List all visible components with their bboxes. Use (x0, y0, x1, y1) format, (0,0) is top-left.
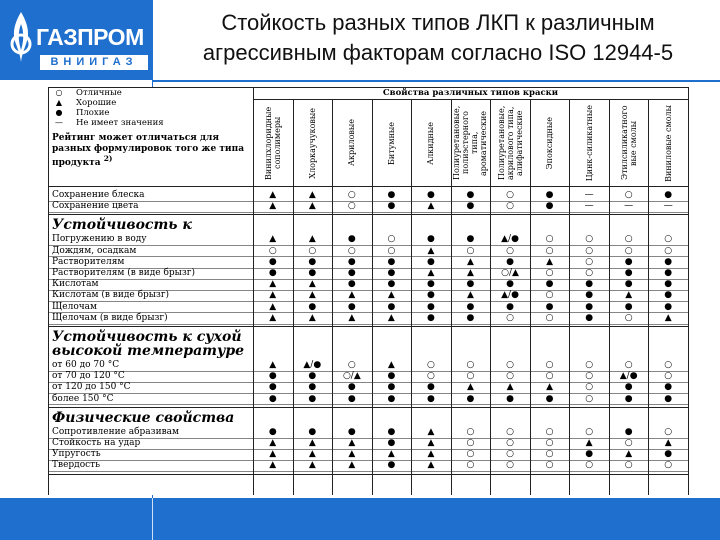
rating-cell: ○ (545, 268, 554, 278)
rating-cell: ○ (427, 360, 435, 370)
rating-cell: ● (664, 290, 673, 301)
rating-cell: ▲ (269, 190, 277, 200)
logo-subtitle: ВНИИГАЗ (40, 55, 148, 70)
rating-cell: ● (347, 268, 356, 278)
rating-cell: ● (268, 426, 277, 437)
rating-cell: ▲/● (303, 360, 322, 370)
rating-cell: ● (347, 256, 356, 267)
column-header-text: Винилхлоридные сополимеры (263, 106, 282, 180)
title-divider (153, 80, 720, 82)
rating-cell: ● (506, 301, 514, 312)
rating-cell: ● (466, 190, 475, 200)
rating-cell: ○ (624, 460, 633, 471)
rating-cell: ○ (506, 426, 514, 437)
legend-symbol: ▲ (55, 98, 63, 107)
row-label: Стойкость на удар (52, 438, 141, 448)
rating-cell: ▲ (348, 312, 356, 323)
column-header-text: Этилсиликатного вые смолы (619, 105, 638, 181)
rating-cell: — (624, 201, 634, 212)
rating-cell: ▲ (269, 290, 277, 301)
group-rule (48, 326, 688, 327)
rating-note (52, 133, 248, 169)
rating-cell: ○ (664, 360, 673, 370)
rating-cell: ▲ (308, 460, 316, 471)
rating-cell: ○ (347, 360, 356, 370)
row-rule (48, 324, 688, 325)
footer-divider (152, 498, 153, 540)
rating-cell: ○ (585, 393, 594, 404)
legend-symbol: ● (55, 108, 63, 117)
rating-cell: ○ (545, 245, 554, 256)
rating-cell: ○ (624, 312, 633, 323)
rating-cell: — (584, 201, 594, 212)
rating-cell: ○ (506, 360, 514, 370)
rating-cell: ○ (506, 460, 514, 471)
rating-cell: ▲ (387, 449, 395, 460)
rating-cell: ● (664, 190, 673, 200)
rating-cell: ● (387, 301, 396, 312)
column-header (569, 101, 609, 185)
row-label: Растворителям (52, 256, 125, 267)
rating-cell: ▲ (269, 449, 277, 460)
rating-cell: ● (664, 256, 673, 267)
rating-cell: ● (308, 426, 317, 437)
rating-cell: ● (585, 449, 594, 460)
rating-cell: ▲ (308, 234, 316, 245)
rating-cell: ● (585, 279, 594, 290)
rating-cell: ● (664, 449, 673, 460)
row-rule (48, 404, 688, 405)
rating-cell: ▲ (308, 290, 316, 301)
rating-cell: ● (308, 371, 317, 382)
row-label: Растворителям (в виде брызг) (52, 268, 195, 278)
rating-cell: ● (308, 393, 317, 404)
rating-cell: ▲ (308, 438, 316, 448)
row-label: от 70 до 120 °С (52, 371, 125, 382)
section-title: Физические свойства (52, 409, 235, 426)
rating-cell: ○ (387, 234, 396, 245)
rating-cell: ● (466, 393, 475, 404)
row-label: Сопротивление абразивам (52, 426, 180, 437)
rating-cell: ○ (466, 360, 475, 370)
rating-cell: ▲ (467, 290, 474, 301)
rating-cell: ▲ (269, 312, 277, 323)
rating-cell: ○ (466, 371, 475, 382)
rating-cell: ○ (506, 245, 514, 256)
rating-cell: ● (624, 279, 633, 290)
rating-cell: ● (427, 256, 435, 267)
rating-cell: ● (427, 190, 435, 200)
row-label: Щелочам (52, 301, 98, 312)
rating-cell: ○ (545, 312, 554, 323)
rating-cell: ○ (585, 360, 594, 370)
rating-cell: ● (347, 234, 356, 245)
row-rule (48, 471, 688, 472)
rating-cell: ▲ (348, 460, 356, 471)
rating-cell: ○ (347, 190, 356, 200)
column-header (648, 101, 688, 185)
rating-cell: ▲ (348, 290, 356, 301)
rating-cell: ● (545, 393, 554, 404)
row-label: Твердость (52, 460, 101, 471)
column-header-text: Битумные (386, 121, 396, 165)
rating-cell: ● (268, 268, 277, 278)
legend-text: Не имеет значения (76, 118, 164, 128)
rating-cell: ▲ (308, 449, 316, 460)
rating-cell: ○ (466, 460, 475, 471)
resistance-table (48, 87, 688, 495)
column-header (530, 101, 570, 185)
rating-cell: ● (347, 301, 356, 312)
legend-symbol: — (55, 118, 63, 127)
rating-cell: ○ (664, 371, 673, 382)
rating-cell: ○ (427, 371, 435, 382)
rating-cell: ▲ (427, 268, 435, 278)
rating-cell: — (584, 190, 594, 200)
rating-cell: ○ (664, 234, 673, 245)
group-rule (48, 214, 688, 215)
rating-cell: ○ (664, 426, 673, 437)
rating-cell: ● (545, 279, 554, 290)
rating-cell: ○ (545, 371, 554, 382)
rating-cell: ○ (506, 190, 514, 200)
rating-cell: ● (387, 268, 396, 278)
rating-cell: ● (664, 301, 673, 312)
page-title: Стойкость разных типов ЛКП к различным агрессивным факторам согласно ISO 12944-5 (202, 10, 674, 65)
rating-cell: ● (624, 393, 633, 404)
rating-cell: ● (347, 279, 356, 290)
table-top-rule (48, 87, 688, 88)
rating-cell: ● (664, 393, 673, 404)
rating-cell: ○/▲ (501, 268, 519, 278)
rating-cell: ▲/● (501, 290, 519, 301)
column-header (451, 101, 491, 185)
rating-cell: ● (624, 256, 633, 267)
rating-cell: ○ (268, 245, 277, 256)
rating-cell: ● (506, 279, 514, 290)
rating-cell: ○ (466, 245, 475, 256)
properties-header: Свойства различных типов краски (382, 88, 559, 98)
rating-cell: ▲ (269, 460, 277, 471)
section-title: Устойчивость к (52, 217, 192, 234)
rating-cell: ● (387, 426, 396, 437)
rating-cell: ▲ (308, 312, 316, 323)
row-label: Кислотам (52, 279, 99, 290)
rating-cell: ▲ (348, 438, 356, 448)
rating-cell: ▲ (387, 290, 395, 301)
rating-cell: ○ (664, 245, 673, 256)
rating-cell: ▲ (269, 201, 277, 212)
rating-cell: ▲ (269, 360, 277, 370)
rating-cell: ▲ (664, 438, 672, 448)
rating-cell: ○ (624, 234, 633, 245)
rating-cell: ▲ (269, 234, 277, 245)
rating-cell: ▲ (664, 312, 672, 323)
row-label: Дождям, осадкам (52, 245, 137, 256)
rating-cell: ○ (624, 245, 633, 256)
rating-cell: ○ (506, 449, 514, 460)
rating-cell: ● (624, 426, 633, 437)
rating-cell: ○ (466, 449, 475, 460)
column-header (490, 101, 530, 185)
rating-cell: ● (387, 201, 396, 212)
rating-cell: ▲ (625, 449, 633, 460)
rating-cell: ▲ (585, 438, 593, 448)
rating-cell: ● (545, 201, 554, 212)
table-left-border (48, 87, 49, 495)
rating-cell: ● (545, 301, 554, 312)
column-header (411, 101, 451, 185)
rating-cell: ○ (466, 438, 475, 448)
rating-cell: ● (427, 290, 435, 301)
rating-cell: ○ (308, 245, 317, 256)
rating-cell: ○ (585, 268, 594, 278)
rating-cell: ● (624, 382, 633, 393)
rating-cell: ● (466, 312, 475, 323)
rating-cell: ● (347, 393, 356, 404)
rating-cell: ○ (585, 382, 594, 393)
rating-cell: ● (268, 382, 277, 393)
rating-cell: ● (387, 256, 396, 267)
rating-cell: — (663, 201, 673, 212)
rating-cell: ● (664, 382, 673, 393)
column-header-text: Эпоксидные (545, 116, 555, 170)
rating-cell: ● (427, 301, 435, 312)
rating-cell: ● (427, 312, 435, 323)
flame-logo-icon (8, 10, 34, 66)
rating-cell: ● (664, 268, 673, 278)
rating-cell: ● (585, 301, 594, 312)
row-label: Упругость (52, 449, 101, 460)
rating-cell: ○ (347, 245, 356, 256)
column-header-text: Полиуретановые, полиэстерного типа, ароматические (452, 105, 489, 181)
rating-cell: ● (585, 312, 594, 323)
rating-cell: ○ (545, 290, 554, 301)
group-rule (48, 407, 688, 408)
rating-cell: ▲ (427, 460, 435, 471)
rating-cell: ▲ (308, 279, 316, 290)
rating-cell: ○ (585, 234, 594, 245)
rating-cell: ● (268, 371, 277, 382)
column-header (293, 101, 333, 185)
rating-cell: ○ (624, 438, 633, 448)
rating-cell: ○ (545, 449, 554, 460)
rating-cell: ▲/● (619, 371, 638, 382)
legend-text: Плохие (76, 108, 110, 118)
rating-cell: ▲ (427, 201, 435, 212)
rating-cell: ▲ (467, 268, 474, 278)
rating-cell: ● (427, 382, 435, 393)
rating-cell: ● (347, 426, 356, 437)
column-divider (688, 87, 689, 495)
rating-cell: ▲ (387, 360, 395, 370)
rating-cell: ○ (545, 438, 554, 448)
column-header (253, 101, 293, 185)
rating-cell: ○ (624, 190, 633, 200)
rating-cell: ● (268, 393, 277, 404)
row-label: более 150 °С (52, 393, 114, 404)
header-bottom-rule (48, 186, 688, 187)
row-label: от 120 до 150 °С (52, 382, 131, 393)
rating-cell: ● (308, 382, 317, 393)
row-label: Щелочам (в виде брызг) (52, 312, 168, 323)
rating-cell: ▲ (625, 290, 633, 301)
legend-text: Хорошие (76, 98, 117, 108)
rating-cell: ● (466, 201, 475, 212)
rating-cell: ○ (387, 245, 396, 256)
rating-cell: ▲ (427, 438, 435, 448)
rating-cell: ● (624, 268, 633, 278)
rating-cell: ▲ (308, 190, 316, 200)
rating-cell: ○ (545, 426, 554, 437)
rating-cell: ○ (545, 460, 554, 471)
column-header-text: Алкидные (426, 121, 436, 165)
rating-cell: ● (545, 190, 554, 200)
rating-cell: ● (506, 393, 514, 404)
rating-cell: ● (427, 279, 435, 290)
rating-cell: ○ (585, 256, 594, 267)
rating-cell: ● (387, 190, 396, 200)
rating-cell: ▲ (348, 449, 356, 460)
rating-cell: ▲ (308, 201, 316, 212)
column-header-text: Цинк-силикатные (584, 104, 594, 182)
column-header (372, 101, 412, 185)
group-rule (48, 474, 688, 475)
rating-cell: ○ (585, 245, 594, 256)
rating-cell: ▲ (427, 426, 435, 437)
rating-cell: ○/▲ (342, 371, 361, 382)
rating-cell: ▲ (506, 382, 514, 393)
rating-cell: ▲ (427, 245, 435, 256)
rating-cell: ○ (506, 312, 514, 323)
row-label: Кислотам (в виде брызг) (52, 290, 170, 301)
rating-cell: ● (466, 279, 475, 290)
rating-cell: ○ (506, 201, 514, 212)
row-label: Сохранение блеска (52, 190, 145, 200)
rating-cell: ▲ (546, 256, 554, 267)
rating-cell: ▲ (269, 438, 277, 448)
rating-cell: ○ (664, 460, 673, 471)
rating-cell: ● (466, 234, 475, 245)
rating-cell: ● (624, 301, 633, 312)
rating-cell: ● (387, 382, 396, 393)
rating-cell: ▲ (467, 382, 474, 393)
rating-cell: ▲ (427, 449, 435, 460)
rating-cell: ○ (466, 426, 475, 437)
rating-cell: ▲ (546, 382, 554, 393)
rating-cell: ● (347, 382, 356, 393)
rating-cell: ● (387, 279, 396, 290)
column-header-text: Акриловые (347, 119, 357, 167)
rating-cell: ○ (545, 360, 554, 370)
row-label: Погружению в воду (52, 234, 147, 245)
rating-cell: ● (308, 268, 317, 278)
rating-cell: ▲/● (501, 234, 519, 245)
rating-cell: ● (387, 460, 396, 471)
rating-note-ref: 2) (103, 154, 113, 163)
rating-note-text: Рейтинг может отличаться для разных формулировок того же типа продукта (52, 133, 245, 168)
rating-cell: ▲ (467, 256, 474, 267)
rating-cell: ○ (624, 360, 633, 370)
legend-text: Отличные (76, 88, 122, 98)
rating-cell: ○ (585, 371, 594, 382)
rating-cell: ● (308, 256, 317, 267)
rating-cell: ○ (585, 460, 594, 471)
column-header (332, 101, 372, 185)
rating-cell: ▲ (269, 279, 277, 290)
rating-cell: ● (466, 301, 475, 312)
row-label: от 60 до 70 °С (52, 360, 120, 370)
gazprom-logo (0, 0, 153, 80)
rating-cell: ○ (506, 371, 514, 382)
rating-cell: ● (387, 371, 396, 382)
rating-cell: ● (268, 256, 277, 267)
rating-cell: ● (387, 438, 396, 448)
rating-cell: ● (427, 393, 435, 404)
column-header-text: Виниловые смолы (663, 104, 673, 182)
rating-cell: ● (308, 301, 317, 312)
row-rule (48, 212, 688, 213)
properties-rule (253, 99, 688, 100)
rating-cell: ● (585, 290, 594, 301)
legend-symbol: ○ (55, 88, 63, 97)
rating-cell: ○ (585, 426, 594, 437)
footer-bar (0, 498, 720, 540)
rating-cell: ● (427, 234, 435, 245)
rating-cell: ○ (545, 234, 554, 245)
column-header (609, 101, 649, 185)
rating-cell: ▲ (269, 301, 277, 312)
rating-cell: ▲ (387, 312, 395, 323)
section-title: Устойчивость к сухой высокой температуре (52, 329, 245, 359)
rating-cell: ● (387, 393, 396, 404)
column-header-text: Хлоркаучуковые (307, 107, 317, 179)
rating-cell: ● (664, 279, 673, 290)
row-label: Сохранение цвета (52, 201, 139, 212)
rating-cell: ○ (506, 438, 514, 448)
rating-cell: ○ (347, 201, 356, 212)
column-header-text: Полиуретановые, акрилового типа, алифатические (496, 105, 524, 181)
rating-cell: ● (506, 256, 514, 267)
logo-brand-text: ГАЗПРОМ (36, 24, 144, 50)
